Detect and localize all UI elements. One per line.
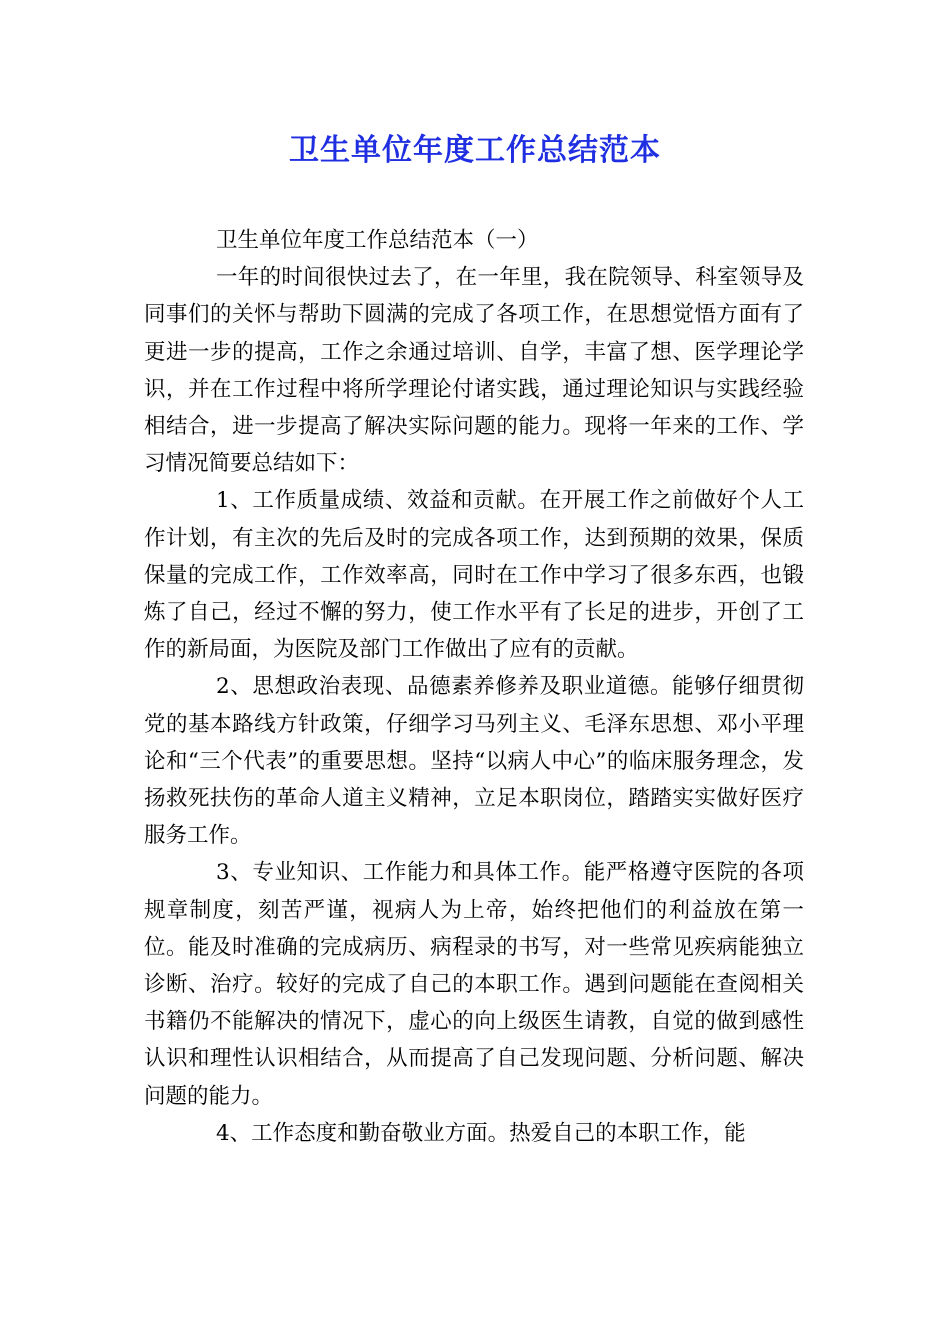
document-title: 卫生单位年度工作总结范本 <box>289 133 661 168</box>
paragraph-subtitle: 卫生单位年度工作总结范本（一） <box>216 228 539 253</box>
paragraph-item-4: 4、工作态度和勤奋敬业方面。热爱自己的本职工作，能 <box>216 1120 746 1146</box>
paragraph-item-3: 3、专业知识、工作能力和具体工作。能严格遵守医院的各项规章制度，刻苦严谨，视病人为上帝，始终把他们的利益放在第一位。能及时准确的完成病历、病程录的书写，对一些常见疾病能独立诊断、治疗。较好的完成了自己的本职工作。遇到问题能在查阅相关书籍仍不能解决的情况下，虚心的向上级医生请教，自觉的做到感性认识和理性认识相结合，从而提高了自己发现问题、分析问题、解决问题的能力。 <box>144 860 804 1109</box>
document-body <box>144 222 804 1152</box>
paragraph-item-1: 1、工作质量成绩、效益和贡献。在开展工作之前做好个人工作计划，有主次的先后及时的完成各项工作，达到预期的效果，保质保量的完成工作，工作效率高，同时在工作中学习了很多东西，也锻炼了自己，经过不懈的努力，使工作水平有了长足的进步，开创了工作的新局面，为医院及部门工作做出了应有的贡献。 <box>144 488 804 663</box>
paragraph-item-2: 2、思想政治表现、品德素养修养及职业道德。能够仔细贯彻党的基本路线方针政策，仔细学习马列主义、毛泽东思想、邓小平理论和“三个代表”的重要思想。坚持“以病人中心”的临床服务理念，发扬救死扶伤的革命人道主义精神，立足本职岗位，踏踏实实做好医疗服务工作。 <box>144 674 804 849</box>
paragraph-intro: 一年的时间很快过去了，在一年里，我在院领导、科室领导及同事们的关怀与帮助下圆满的完成了各项工作，在思想觉悟方面有了更进一步的提高，工作之余通过培训、自学，丰富了想、医学理论学识，并在工作过程中将所学理论付诸实践，通过理论知识与实践经验相结合，进一步提高了解决实际问题的能力。现将一年来的工作、学习情况简要总结如下： <box>144 265 804 477</box>
